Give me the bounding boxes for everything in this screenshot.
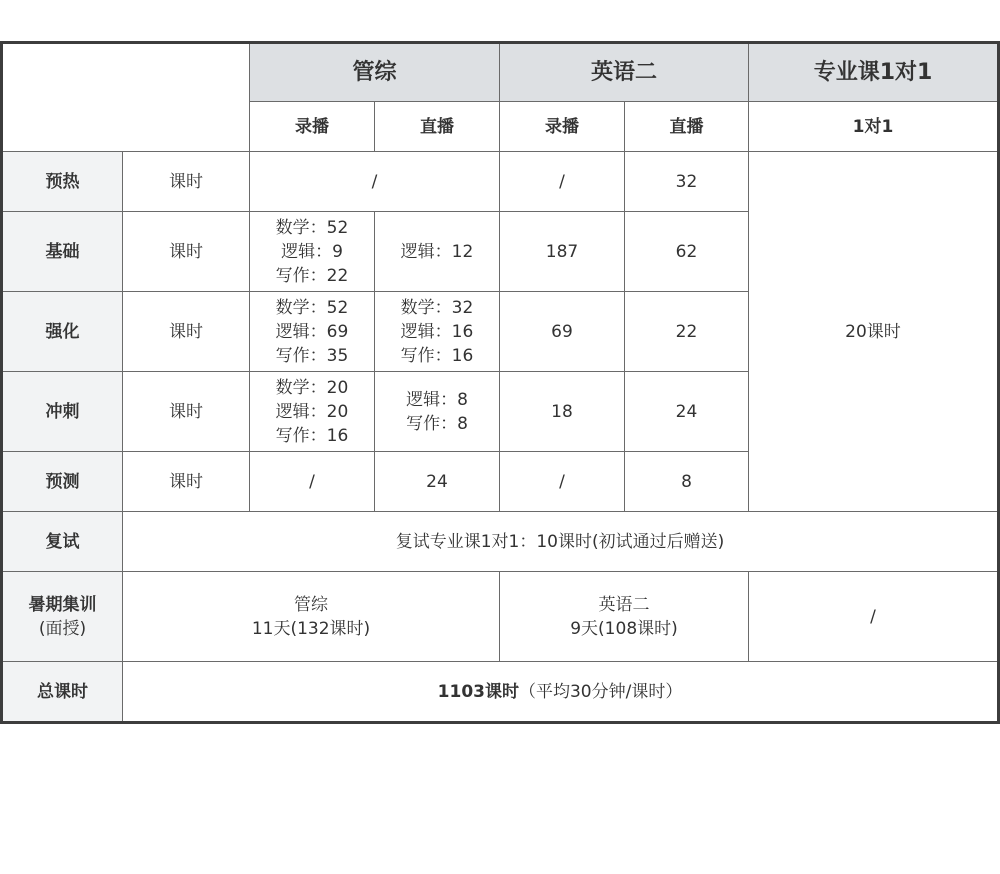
qianghua-english-recorded: 69 [500,292,625,372]
line: 数学：20 [275,377,349,398]
yure-english-live: 32 [625,152,749,212]
header-corner-empty [3,44,250,152]
row-label-yure: 预热 [3,152,123,212]
subheader-zhuanye-mode: 1对1 [749,102,997,152]
jichu-english-recorded: 187 [500,212,625,292]
yuce-guanzong-recorded: / [250,452,375,512]
qianghua-english-live: 22 [625,292,749,372]
line: 9天(108课时) [570,618,678,639]
qianghua-guanzong-recorded [250,292,375,372]
line: 数学：32 [400,297,474,318]
fushi-text: 复试专业课1对1：10课时(初试通过后赠送) [123,512,997,572]
row-label-fushi: 复试 [3,512,123,572]
line: 逻辑：69 [275,321,349,342]
header-english2: 英语二 [500,44,749,102]
line: 逻辑：20 [275,401,349,422]
subheader-english-live: 直播 [625,102,749,152]
row-label-summer [3,572,123,662]
yure-guanzong: / [250,152,500,212]
total-note: （平均30分钟/课时） [518,681,683,702]
line: 数学：52 [275,217,349,238]
row-label-yuce: 预测 [3,452,123,512]
line: 逻辑：9 [281,241,343,262]
line: 英语二 [598,594,650,615]
summer-english [500,572,749,662]
line: 管综 [294,594,328,615]
row-label-qianghua: 强化 [3,292,123,372]
line: 暑期集训 [28,594,97,615]
chongci-english-recorded: 18 [500,372,625,452]
course-hours-table [0,41,1000,724]
qianghua-guanzong-live [375,292,500,372]
row-unit-yuce: 课时 [123,452,250,512]
line: 写作：35 [275,345,349,366]
chongci-english-live: 24 [625,372,749,452]
header-guanzong: 管综 [250,44,500,102]
yure-english-recorded: / [500,152,625,212]
chongci-guanzong-recorded [250,372,375,452]
line: (面授) [38,618,87,639]
line: 逻辑：8 [406,389,468,410]
line: 写作：16 [400,345,474,366]
row-unit-yure: 课时 [123,152,250,212]
total-value: 1103课时 [437,681,519,702]
line: 数学：52 [275,297,349,318]
subheader-english-recorded: 录播 [500,102,625,152]
summer-zhuanye: / [749,572,997,662]
zhuanye-hours: 20课时 [749,152,997,512]
jichu-guanzong-recorded [250,212,375,292]
header-zhuanye: 专业课1对1 [749,44,997,102]
line: 写作：22 [275,265,349,286]
row-label-total: 总课时 [3,662,123,721]
row-unit-jichu: 课时 [123,212,250,292]
row-label-jichu: 基础 [3,212,123,292]
row-unit-qianghua: 课时 [123,292,250,372]
yuce-english-live: 8 [625,452,749,512]
line: 逻辑：12 [400,241,474,262]
summer-guanzong [123,572,500,662]
subheader-guanzong-recorded: 录播 [250,102,375,152]
line: 逻辑：16 [400,321,474,342]
subheader-guanzong-live: 直播 [375,102,500,152]
jichu-guanzong-live [375,212,500,292]
jichu-english-live: 62 [625,212,749,292]
chongci-guanzong-live [375,372,500,452]
total-hours [123,662,997,721]
row-unit-chongci: 课时 [123,372,250,452]
yuce-english-recorded: / [500,452,625,512]
line: 11天(132课时) [251,618,371,639]
line: 写作：16 [275,425,349,446]
yuce-guanzong-live: 24 [375,452,500,512]
row-label-chongci: 冲刺 [3,372,123,452]
line: 写作：8 [406,413,468,434]
